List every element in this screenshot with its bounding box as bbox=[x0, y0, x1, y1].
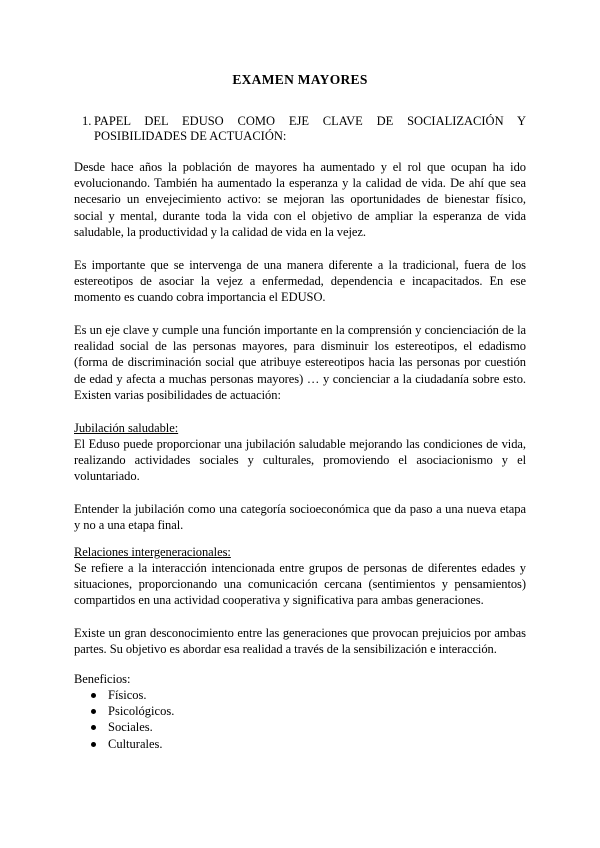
beneficios-heading: Beneficios: bbox=[74, 672, 131, 686]
section-heading bbox=[82, 114, 526, 144]
relaciones-text-2: Existe un gran desconocimiento entre las generaciones que provocan prejuicios por ambas partes. Su objetivo es abordar esa realidad a través de la sensibilización e interacción. bbox=[74, 626, 526, 657]
section-number: 1. bbox=[82, 114, 92, 128]
paragraph-eje-clave: Es un eje clave y cumple una función importante en la comprensión y concienciación de la realidad social de las personas mayores, para disminuir los estereotipos, el edadismo (forma de discriminación social que atribuye estereotipos hacia las personas por cuestión de edad y afecta a muchas personas mayores) … y concienciar a la ciudadanía sobre esto. Existen varias posibilidades de actuación: bbox=[74, 323, 526, 402]
list-item: Físicos. bbox=[91, 687, 174, 703]
document-title: EXAMEN MAYORES bbox=[232, 72, 368, 87]
relaciones-text: Se refiere a la interacción intencionada entre grupos de personas de diferentes edades y situaciones, proporcionando una comunicación cercana (sentimientos y pensamientos) compartidos en una actividad cooperativa y significativa para ambas generaciones. bbox=[74, 561, 526, 608]
jubilacion-heading: Jubilación saludable: bbox=[74, 421, 179, 435]
jubilacion-text-2: Entender la jubilación como una categoría socioeconómica que da paso a una nueva etapa y no a una etapa final. bbox=[74, 502, 526, 533]
list-item: Sociales. bbox=[91, 719, 174, 735]
paragraph-intro: Desde hace años la población de mayores ha aumentado y el rol que ocupan ha ido evolucionando. También ha aumentado la esperanza y la calidad de vida. De ahí que sea necesario un envejecimiento activo: se mejoran las oportunidades de bienestar físico, social y mental, durante toda la vida con el objetivo de ampliar la esperanza de vida saludable, la productividad y la calidad de vida en la vejez. bbox=[74, 160, 526, 239]
section-heading-text: PAPEL DEL EDUSO COMO EJE CLAVE DE SOCIALIZACIÓN Y POSIBILIDADES DE ACTUACIÓN: bbox=[94, 114, 526, 143]
paragraph-intervention: Es importante que se intervenga de una manera diferente a la tradicional, fuera de los estereotipos de asociar la vejez a enfermedad, dependencia e incapacitados. En ese momento es cuando cobra importancia el EDUSO. bbox=[74, 258, 526, 305]
relaciones-heading: Relaciones intergeneracionales: bbox=[74, 545, 231, 559]
beneficios-list bbox=[91, 687, 174, 752]
list-item: Psicológicos. bbox=[91, 703, 174, 719]
jubilacion-text: El Eduso puede proporcionar una jubilación saludable mejorando las condiciones de vida, realizando actividades sociales y culturales, promoviendo el asociacionismo y el voluntariado. bbox=[74, 437, 526, 484]
list-item: Culturales. bbox=[91, 736, 174, 752]
